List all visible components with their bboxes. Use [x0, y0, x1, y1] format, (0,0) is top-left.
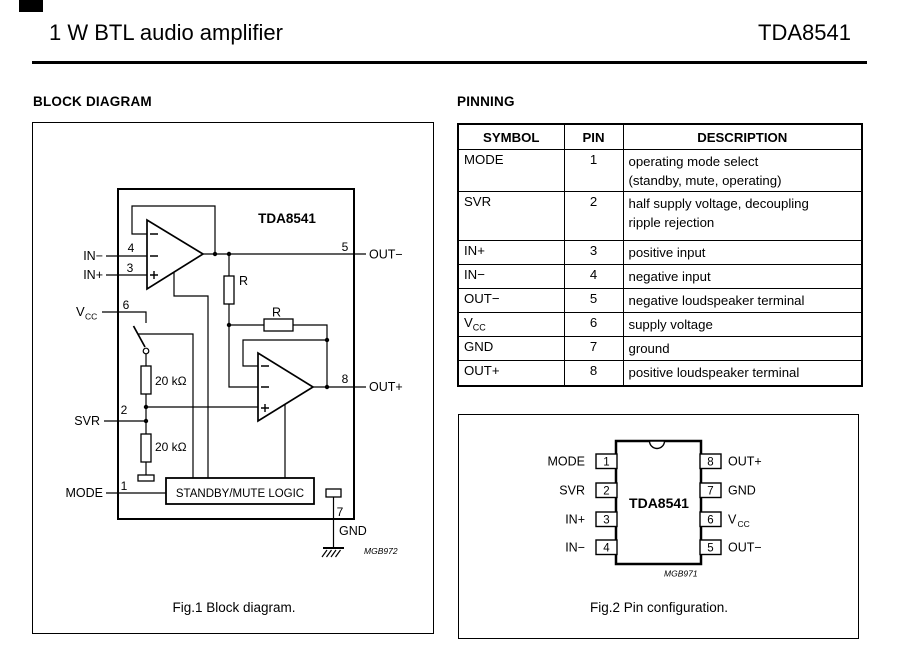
- fig1-drawing-code: MGB972: [364, 546, 398, 556]
- description-line: positive input: [628, 245, 706, 260]
- standby-mute-logic-label: STANDBY/MUTE LOGIC: [175, 488, 305, 500]
- section-heading-pinning: PINNING: [457, 94, 515, 109]
- label-vcc: V: [76, 304, 85, 319]
- pin-label: GND: [728, 483, 756, 498]
- pin-box-number: 3: [603, 514, 610, 527]
- header-rule: [32, 61, 867, 64]
- symbol-value: OUT+: [464, 363, 500, 378]
- table-row: [458, 361, 862, 386]
- resistor-r-vertical: [224, 276, 234, 304]
- pin-label: MODE: [547, 454, 585, 469]
- label-20k-lower: 20 kΩ: [155, 440, 187, 454]
- opamp1: [147, 220, 203, 289]
- label-in-plus: IN+: [83, 268, 103, 282]
- description-line: operating mode select: [628, 154, 759, 169]
- pin7-pad: [326, 489, 341, 497]
- symbol-value: IN−: [464, 267, 485, 282]
- pin-box-number: 7: [707, 485, 714, 498]
- symbol-value: SVR: [464, 194, 492, 209]
- fig1-caption: Fig.1 Block diagram.: [172, 600, 296, 615]
- col-header-symbol: SYMBOL: [458, 124, 564, 150]
- pin-value: 4: [564, 265, 623, 289]
- pin-label: V: [728, 512, 737, 527]
- pin-value: 5: [564, 289, 623, 313]
- label-r-vertical: R: [239, 274, 249, 288]
- description-line: half supply voltage, decoupling: [628, 196, 809, 211]
- label-out-plus: OUT+: [369, 380, 403, 394]
- pin-value: 3: [564, 241, 623, 265]
- table-row: [458, 337, 862, 361]
- label-mode: MODE: [65, 486, 103, 500]
- pin-number-4: 4: [127, 241, 135, 255]
- table-row: [458, 265, 862, 289]
- symbol-value: OUT−: [464, 291, 500, 306]
- fig2-pin-configuration: [458, 414, 859, 639]
- pin-box-number: 4: [603, 542, 610, 555]
- pin-label: OUT+: [728, 454, 762, 469]
- table-row: [458, 150, 862, 192]
- description-line: ripple rejection: [628, 215, 715, 230]
- pin-number-5: 5: [341, 240, 349, 254]
- symbol-value: V: [464, 315, 473, 330]
- pin-number-2: 2: [120, 403, 128, 417]
- symbol-value: MODE: [464, 152, 504, 167]
- label-20k-upper: 20 kΩ: [155, 374, 187, 388]
- description-line: (standby, mute, operating): [628, 173, 782, 188]
- pin-number-3: 3: [126, 261, 134, 275]
- col-header-description: DESCRIPTION: [623, 124, 862, 150]
- table-row: [458, 289, 862, 313]
- pin-value: 8: [564, 361, 623, 386]
- pin-value: 2: [564, 192, 623, 241]
- label-svr: SVR: [74, 414, 100, 428]
- pin-value: 7: [564, 337, 623, 361]
- block-diagram-svg: [33, 123, 433, 633]
- label-in-minus: IN−: [83, 249, 103, 263]
- pin-number-8: 8: [341, 372, 349, 386]
- junction-dots: [144, 252, 329, 423]
- pin-label: IN−: [565, 540, 585, 555]
- symbol-value: IN+: [464, 243, 485, 258]
- ic-label: TDA8541: [629, 495, 689, 511]
- pin-box-number: 8: [707, 456, 714, 469]
- description-line: positive loudspeaker terminal: [628, 365, 800, 380]
- pin-label-subscript: CC: [737, 519, 750, 529]
- table-row: [458, 192, 862, 241]
- pin-box-number: 6: [707, 514, 714, 527]
- fig1-block-diagram: [32, 122, 434, 634]
- description-line: negative loudspeaker terminal: [628, 293, 805, 308]
- table-header-row: [458, 124, 862, 150]
- col-header-pin: PIN: [564, 124, 623, 150]
- part-number: TDA8541: [758, 20, 851, 45]
- pin-box-number: 1: [603, 456, 610, 469]
- pin-number-1: 1: [120, 479, 128, 493]
- pin-value: 1: [564, 150, 623, 192]
- symbol-value: GND: [464, 339, 494, 354]
- label-vcc-sub: CC: [85, 311, 98, 322]
- resistor-20k-lower: [141, 434, 151, 462]
- pin-value: 6: [564, 313, 623, 337]
- pinning-table: [457, 123, 863, 387]
- label-out-minus: OUT−: [369, 247, 403, 262]
- label-gnd: GND: [339, 524, 367, 538]
- description-line: ground: [628, 341, 670, 356]
- page-corner-mark: [19, 0, 43, 12]
- section-heading-block-diagram: BLOCK DIAGRAM: [33, 94, 152, 109]
- table-row: [458, 313, 862, 337]
- substrate-pad: [138, 475, 154, 481]
- fig2-caption: Fig.2 Pin configuration.: [589, 600, 729, 615]
- table-row: [458, 241, 862, 265]
- fig2-drawing-code: MGB971: [664, 568, 698, 579]
- description-line: supply voltage: [628, 317, 713, 332]
- label-r-horizontal: R: [272, 305, 282, 320]
- chip-label: TDA8541: [258, 211, 316, 226]
- page-title: 1 W BTL audio amplifier: [49, 20, 283, 45]
- pin-box-number: 2: [603, 485, 610, 498]
- pin-config-svg: [459, 415, 858, 638]
- pin-number-7: 7: [336, 505, 344, 519]
- pin-box-number: 5: [707, 542, 714, 555]
- ground-symbol: [322, 548, 344, 557]
- resistor-r-horizontal: [264, 319, 293, 331]
- pin-number-6: 6: [122, 298, 130, 312]
- pin-label: SVR: [559, 483, 585, 498]
- mode-switch: [134, 326, 149, 354]
- pin-label: IN+: [565, 512, 585, 527]
- description-line: negative input: [628, 269, 711, 284]
- symbol-subscript: CC: [472, 322, 486, 333]
- pin-label: OUT−: [728, 540, 762, 555]
- resistor-20k-upper: [141, 366, 151, 394]
